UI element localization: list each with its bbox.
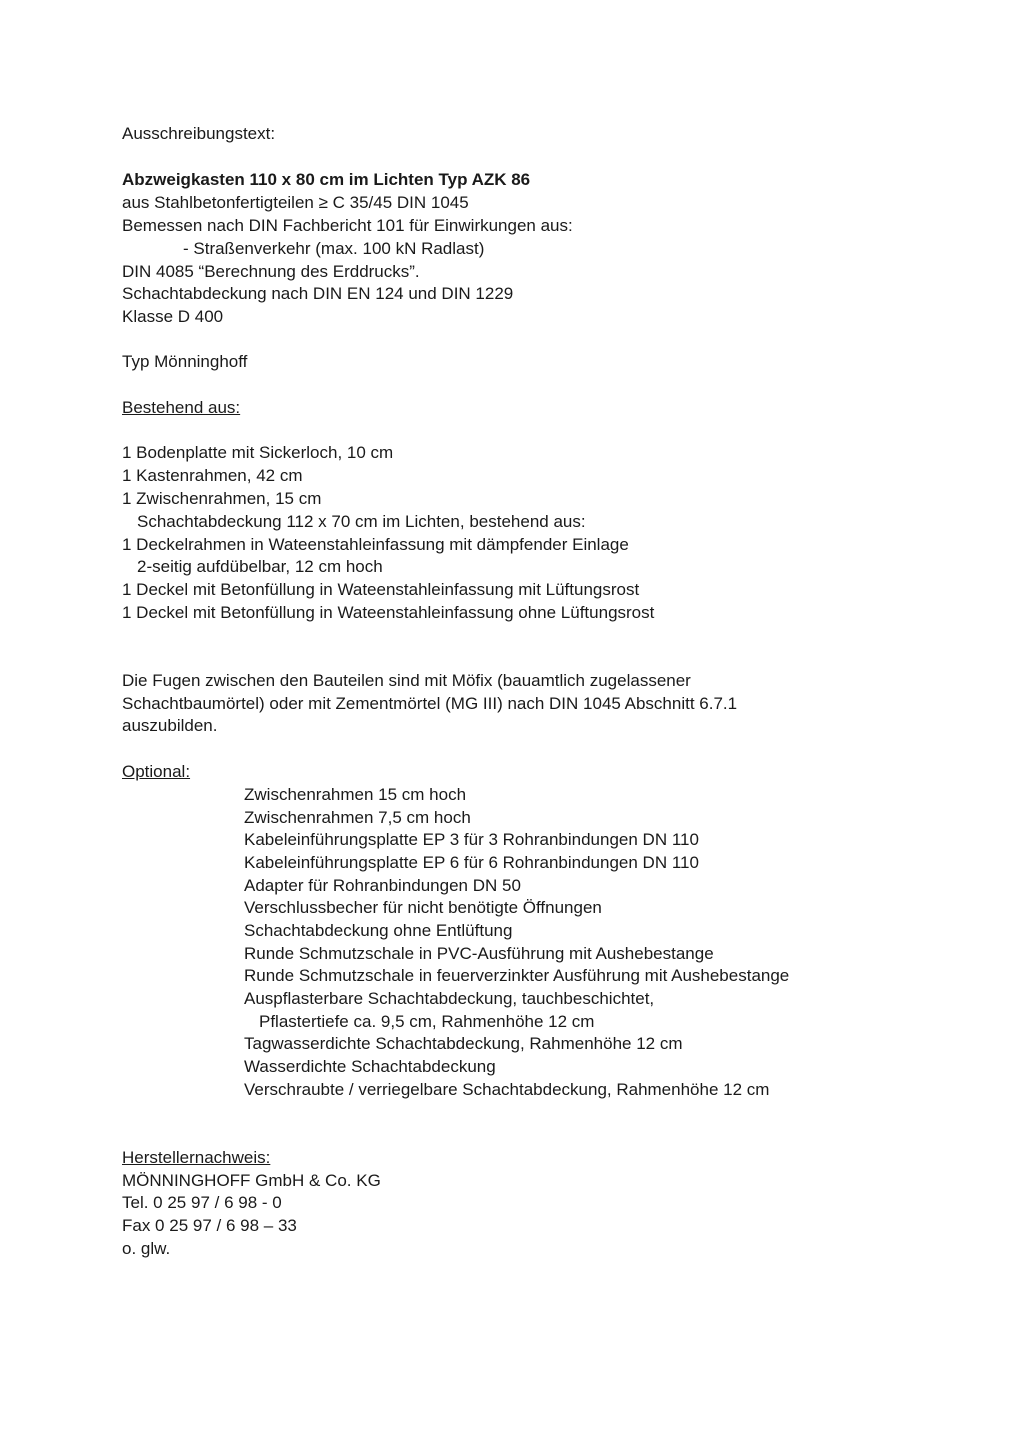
optional-item: Adapter für Rohranbindungen DN 50 <box>244 876 521 895</box>
optional-item: Tagwasserdichte Schachtabdeckung, Rahmenhöhe 12 cm <box>244 1034 683 1053</box>
document-heading: Ausschreibungstext: <box>122 124 276 143</box>
product-title: Abzweigkasten 110 x 80 cm im Lichten Typ AZK 86 <box>122 170 531 189</box>
optional-item: Runde Schmutzschale in PVC-Ausführung mit Aushebestange <box>244 944 714 963</box>
component-line: 1 Zwischenrahmen, 15 cm <box>122 489 322 508</box>
optional-item: Zwischenrahmen 15 cm hoch <box>244 785 467 804</box>
optional-item: Auspflasterbare Schachtabdeckung, tauchbeschichtet, <box>244 989 655 1008</box>
spec-line: Schachtabdeckung nach DIN EN 124 und DIN 1229 <box>122 284 514 303</box>
joints-line: Schachtbaumörtel) oder mit Zementmörtel (MG III) nach DIN 1045 Abschnitt 6.7.1 <box>122 694 738 713</box>
optional-item: Zwischenrahmen 7,5 cm hoch <box>244 808 471 827</box>
component-line: 1 Kastenrahmen, 42 cm <box>122 466 303 485</box>
component-line: Schachtabdeckung 112 x 70 cm im Lichten, bestehend aus: <box>137 512 586 531</box>
component-line: 1 Deckelrahmen in Wateenstahleinfassung mit dämpfender Einlage <box>122 535 629 554</box>
manufacturer-phone: Tel. 0 25 97 / 6 98 - 0 <box>122 1193 282 1212</box>
component-line: 1 Bodenplatte mit Sickerloch, 10 cm <box>122 443 394 462</box>
consists-heading: Bestehend aus: <box>122 398 241 417</box>
type-line: Typ Mönninghoff <box>122 352 248 371</box>
spec-line: Bemessen nach DIN Fachbericht 101 für Einwirkungen aus: <box>122 216 573 235</box>
optional-item: Pflastertiefe ca. 9,5 cm, Rahmenhöhe 12 cm <box>259 1012 595 1031</box>
component-line: 1 Deckel mit Betonfüllung in Wateenstahleinfassung mit Lüftungsrost <box>122 580 640 599</box>
spec-line: aus Stahlbetonfertigteilen ≥ C 35/45 DIN 1045 <box>122 193 469 212</box>
optional-item: Verschraubte / verriegelbare Schachtabdeckung, Rahmenhöhe 12 cm <box>244 1080 770 1099</box>
spec-line: DIN 4085 “Berechnung des Erddrucks”. <box>122 262 420 281</box>
manufacturer-name: MÖNNINGHOFF GmbH & Co. KG <box>122 1171 381 1190</box>
manufacturer-heading: Herstellernachweis: <box>122 1148 271 1167</box>
optional-item: Kabeleinführungsplatte EP 6 für 6 Rohranbindungen DN 110 <box>244 853 699 872</box>
optional-heading: Optional: <box>122 762 191 781</box>
manufacturer-fax: Fax 0 25 97 / 6 98 – 33 <box>122 1216 297 1235</box>
optional-item: Verschlussbecher für nicht benötigte Öffnungen <box>244 898 602 917</box>
component-line: 2-seitig aufdübelbar, 12 cm hoch <box>137 557 383 576</box>
joints-line: auszubilden. <box>122 716 218 735</box>
optional-item: Kabeleinführungsplatte EP 3 für 3 Rohranbindungen DN 110 <box>244 830 699 849</box>
spec-line: - Straßenverkehr (max. 100 kN Radlast) <box>183 239 485 258</box>
optional-item: Schachtabdeckung ohne Entlüftung <box>244 921 513 940</box>
joints-line: Die Fugen zwischen den Bauteilen sind mit Möfix (bauamtlich zugelassener <box>122 671 691 690</box>
component-line: 1 Deckel mit Betonfüllung in Wateenstahleinfassung ohne Lüftungsrost <box>122 603 655 622</box>
spec-line: Klasse D 400 <box>122 307 224 326</box>
optional-item: Wasserdichte Schachtabdeckung <box>244 1057 496 1076</box>
optional-item: Runde Schmutzschale in feuerverzinkter Ausführung mit Aushebestange <box>244 966 790 985</box>
manufacturer-note: o. glw. <box>122 1239 171 1258</box>
